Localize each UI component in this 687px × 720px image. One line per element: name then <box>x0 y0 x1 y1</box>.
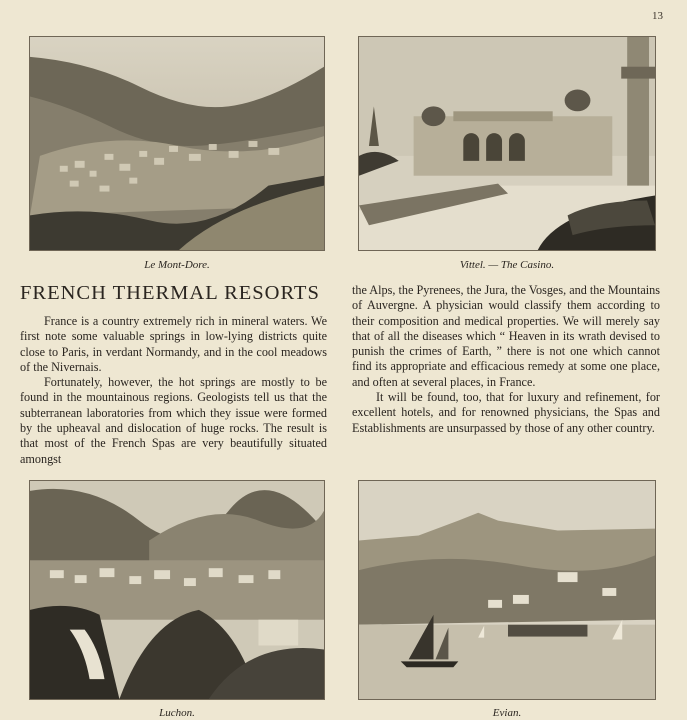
page-number: 13 <box>652 10 663 22</box>
right-paragraph: the Alps, the Pyrenees, the Jura, the Vosges, and the Mountains of Auvergne. A physician would classify them according to their composition and medical properties. We will merely say that of all the diseases which “ Heaven in its wrath devised to punish the crimes of Earth, ” there is not one which cannot find its appropriate and efficacious remedy at some one place, and often at several places, in France. <box>352 283 660 389</box>
caption-vittel-casino: Vittel. — The Casino. <box>459 259 555 271</box>
photo-vittel-casino <box>358 36 656 251</box>
photo-luchon <box>29 480 325 700</box>
photo-evian <box>358 480 656 700</box>
article-title: FRENCH THERMAL RESORTS <box>20 282 320 304</box>
left-paragraph: Fortunately, however, the hot springs are mostly to be found in the mountainous regions. Geologists tell us that the subterranean laboratories from which they issue were formed by the upheaval and dislocation of huge rocks. The result is that most of the French Spas are very beautifully situated amongst <box>20 375 327 466</box>
caption-evian: Evian. <box>492 707 522 719</box>
photo-le-mont-dore <box>29 36 325 251</box>
caption-luchon: Luchon. <box>159 707 195 719</box>
left-paragraph: France is a country extremely rich in mineral waters. We first note some valuable springs in low-lying districts quite close to Paris, in verdant Normandy, and in the cool meadows of the Nivernais. <box>20 314 327 374</box>
article-left-column <box>20 314 327 467</box>
right-paragraph: It will be found, too, that for luxury and refinement, for excellent hotels, and for renowned physicians, the Spas and Establishments are unsurpassed by those of any other country. <box>352 390 660 435</box>
caption-le-mont-dore: Le Mont-Dore. <box>144 259 210 271</box>
article-right-column <box>352 283 660 436</box>
